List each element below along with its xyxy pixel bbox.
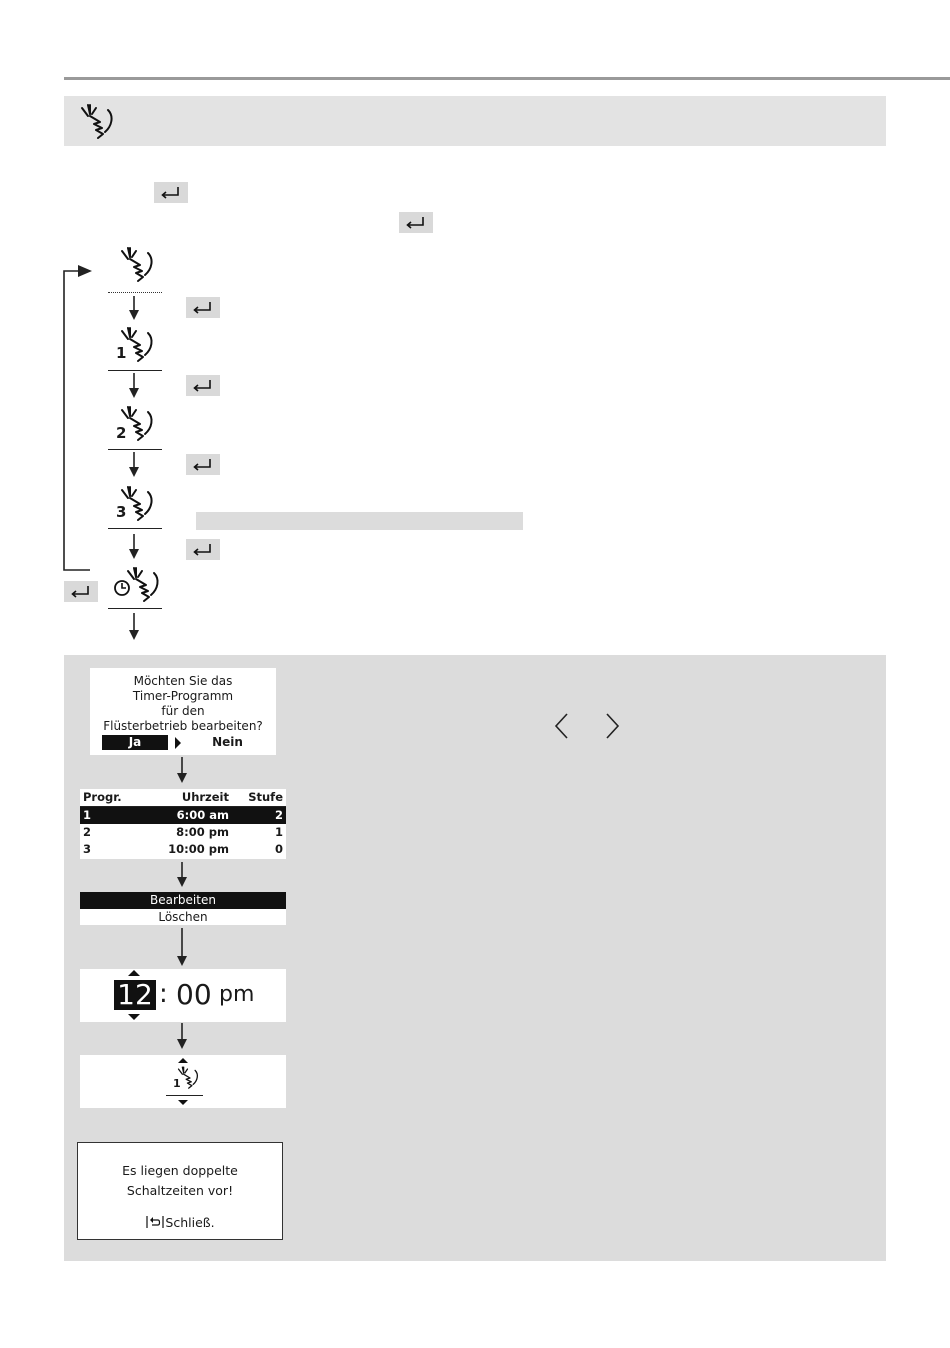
divider	[108, 449, 162, 450]
fan-level-3-label: 3	[116, 503, 127, 521]
time-editor	[80, 969, 286, 1022]
arrow-up-icon	[127, 969, 141, 977]
arrow-down-icon	[127, 1013, 141, 1021]
enter-key-icon	[154, 182, 188, 203]
divider	[108, 370, 162, 371]
enter-key-icon	[186, 539, 220, 560]
edit-menu	[80, 892, 286, 925]
table-row[interactable]	[80, 824, 286, 841]
divider	[108, 528, 162, 529]
time-separator: :	[159, 979, 168, 1009]
hand-fan-icon	[118, 404, 162, 444]
chevron-right-icon	[602, 712, 622, 740]
period-field[interactable]: pm	[219, 982, 255, 1007]
hour-field[interactable]: 12	[114, 980, 156, 1010]
program-number: 3	[83, 842, 92, 856]
edit-timer-dialog	[90, 668, 276, 755]
program-time: 6:00 am	[146, 807, 232, 825]
program-level: 0	[274, 842, 283, 856]
hand-fan-icon	[118, 484, 162, 524]
hand-fan-icon	[118, 245, 162, 285]
program-time: 8:00 pm	[176, 825, 229, 839]
hand-fan-icon	[78, 102, 122, 142]
table-row[interactable]	[80, 807, 286, 825]
arrow-down-icon	[177, 1099, 189, 1106]
program-number: 1	[80, 807, 146, 825]
divider	[108, 292, 162, 293]
minutes-field[interactable]: 00	[176, 978, 212, 1011]
close-label: Schließ.	[165, 1215, 215, 1230]
hand-fan-icon	[176, 1065, 204, 1091]
column-header: Progr.	[80, 789, 146, 807]
fan-level-1-label: 1	[116, 344, 127, 362]
hand-fan-icon	[124, 565, 168, 605]
column-header: Stufe	[232, 789, 286, 807]
caret-right-icon	[174, 737, 182, 749]
enter-key-icon	[186, 375, 220, 396]
program-level: 2	[232, 807, 286, 825]
enter-key-icon	[64, 581, 98, 602]
dialog-line: Timer-Programm	[132, 689, 234, 703]
fan-level-2-label: 2	[116, 424, 127, 442]
top-rule	[64, 77, 950, 80]
level-editor	[80, 1055, 286, 1108]
enter-key-icon	[399, 212, 433, 233]
yes-button[interactable]: Ja	[102, 735, 168, 750]
section-header	[64, 96, 886, 146]
arrow-up-icon	[177, 1057, 189, 1064]
back-icon	[145, 1215, 165, 1232]
warning-line: Schaltzeiten vor!	[126, 1183, 234, 1198]
dialog-line: Möchten Sie das	[133, 674, 233, 688]
divider	[166, 1095, 203, 1096]
highlight-bar	[196, 512, 523, 530]
dialog-line: für den	[161, 704, 205, 718]
dialog-line: Flüsterbetrieb bearbeiten?	[103, 719, 263, 733]
menu-item-edit[interactable]: Bearbeiten	[80, 892, 286, 909]
program-time: 10:00 pm	[168, 842, 229, 856]
warning-line: Es liegen doppelte	[122, 1163, 238, 1178]
enter-key-icon	[186, 454, 220, 475]
chevron-left-icon	[552, 712, 572, 740]
program-number: 2	[83, 825, 92, 839]
program-table	[80, 789, 286, 859]
hand-fan-icon	[118, 325, 162, 365]
divider	[108, 608, 162, 609]
column-header: Uhrzeit	[146, 789, 232, 807]
fan-level-label: 1	[173, 1077, 181, 1090]
table-row[interactable]	[80, 841, 286, 858]
enter-key-icon	[186, 297, 220, 318]
duplicate-times-warning	[77, 1142, 283, 1240]
menu-item-delete[interactable]: Löschen	[158, 910, 208, 924]
no-button[interactable]: Nein	[212, 735, 243, 749]
close-hint[interactable]	[78, 1215, 282, 1232]
program-level: 1	[274, 825, 283, 839]
